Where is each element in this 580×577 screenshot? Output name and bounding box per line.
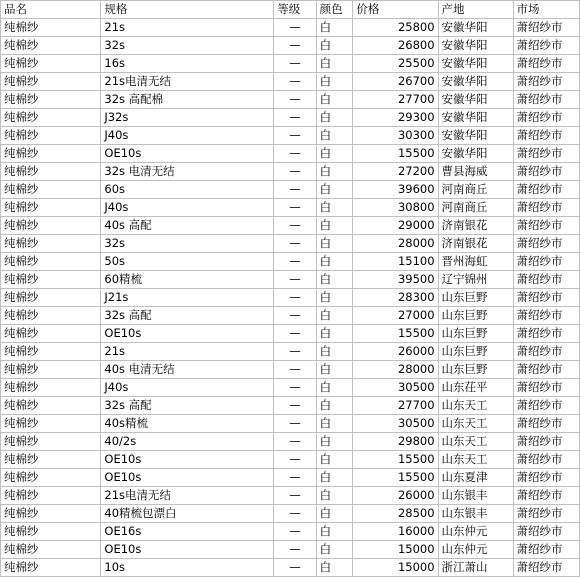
cell-grade: —	[274, 73, 316, 91]
cell-market: 萧绍纱市	[513, 307, 579, 325]
cell-market: 萧绍纱市	[513, 91, 579, 109]
cell-spec: OE10s	[101, 145, 274, 163]
cell-color: 白	[316, 523, 353, 541]
cell-price: 39500	[353, 271, 438, 289]
cell-grade: —	[274, 505, 316, 523]
cell-grade: —	[274, 271, 316, 289]
table-row	[1, 289, 580, 307]
table-row	[1, 523, 580, 541]
table-row	[1, 307, 580, 325]
cell-color: 白	[316, 55, 353, 73]
cell-price: 30500	[353, 379, 438, 397]
cell-spec: 32s 高配	[101, 307, 274, 325]
cell-market: 萧绍纱市	[513, 559, 579, 577]
cell-price: 39600	[353, 181, 438, 199]
cell-market: 萧绍纱市	[513, 145, 579, 163]
table-row	[1, 181, 580, 199]
cell-grade: —	[274, 433, 316, 451]
cell-name: 纯棉纱	[1, 253, 101, 271]
cell-grade: —	[274, 55, 316, 73]
cell-name: 纯棉纱	[1, 37, 101, 55]
cell-market: 萧绍纱市	[513, 19, 579, 37]
cell-spec: 10s	[101, 559, 274, 577]
cell-name: 纯棉纱	[1, 73, 101, 91]
cell-origin: 辽宁锦州	[438, 271, 513, 289]
cell-spec: OE10s	[101, 451, 274, 469]
cell-origin: 山东银丰	[438, 487, 513, 505]
cell-color: 白	[316, 235, 353, 253]
cell-grade: —	[274, 379, 316, 397]
cell-color: 白	[316, 307, 353, 325]
cell-market: 萧绍纱市	[513, 451, 579, 469]
cell-origin: 山东天工	[438, 415, 513, 433]
cell-spec: J21s	[101, 289, 274, 307]
cell-color: 白	[316, 397, 353, 415]
cell-origin: 安徽华阳	[438, 19, 513, 37]
cell-color: 白	[316, 487, 353, 505]
cell-price: 25500	[353, 55, 438, 73]
cell-spec: 32s	[101, 235, 274, 253]
cell-name: 纯棉纱	[1, 451, 101, 469]
cell-grade: —	[274, 487, 316, 505]
cell-name: 纯棉纱	[1, 559, 101, 577]
cell-origin: 山东巨野	[438, 361, 513, 379]
cell-spec: OE10s	[101, 541, 274, 559]
cell-grade: —	[274, 307, 316, 325]
cell-grade: —	[274, 523, 316, 541]
cell-grade: —	[274, 541, 316, 559]
cell-grade: —	[274, 451, 316, 469]
header-spec: 规格	[101, 1, 274, 19]
cell-price: 28300	[353, 289, 438, 307]
cell-grade: —	[274, 217, 316, 235]
cell-name: 纯棉纱	[1, 109, 101, 127]
cell-market: 萧绍纱市	[513, 163, 579, 181]
cell-grade: —	[274, 127, 316, 145]
cell-origin: 安徽华阳	[438, 37, 513, 55]
cell-grade: —	[274, 235, 316, 253]
cell-origin: 山东天工	[438, 451, 513, 469]
cell-color: 白	[316, 19, 353, 37]
cell-color: 白	[316, 379, 353, 397]
table-row	[1, 37, 580, 55]
cell-market: 萧绍纱市	[513, 415, 579, 433]
cell-price: 27700	[353, 397, 438, 415]
cell-color: 白	[316, 73, 353, 91]
cell-price: 16000	[353, 523, 438, 541]
cell-name: 纯棉纱	[1, 433, 101, 451]
cell-price: 30500	[353, 415, 438, 433]
cell-origin: 山东夏津	[438, 469, 513, 487]
cell-spec: 50s	[101, 253, 274, 271]
table-row	[1, 325, 580, 343]
cell-color: 白	[316, 253, 353, 271]
table-row	[1, 235, 580, 253]
cell-grade: —	[274, 199, 316, 217]
cell-market: 萧绍纱市	[513, 289, 579, 307]
cell-color: 白	[316, 559, 353, 577]
table-row	[1, 55, 580, 73]
cell-spec: 21s	[101, 343, 274, 361]
cell-market: 萧绍纱市	[513, 271, 579, 289]
cell-price: 15500	[353, 145, 438, 163]
cell-market: 萧绍纱市	[513, 253, 579, 271]
cell-name: 纯棉纱	[1, 55, 101, 73]
cell-name: 纯棉纱	[1, 523, 101, 541]
cell-origin: 曹县海威	[438, 163, 513, 181]
cell-origin: 浙江萧山	[438, 559, 513, 577]
cell-origin: 安徽华阳	[438, 109, 513, 127]
cell-color: 白	[316, 217, 353, 235]
cell-grade: —	[274, 289, 316, 307]
cell-spec: 40s 电清无结	[101, 361, 274, 379]
cell-spec: 21s电清无结	[101, 487, 274, 505]
cell-origin: 晋州海虹	[438, 253, 513, 271]
cell-market: 萧绍纱市	[513, 109, 579, 127]
table-row	[1, 253, 580, 271]
cell-grade: —	[274, 91, 316, 109]
cell-spec: 40s精梳	[101, 415, 274, 433]
cell-color: 白	[316, 37, 353, 55]
cell-origin: 济南银花	[438, 217, 513, 235]
cell-price: 26000	[353, 487, 438, 505]
cell-spec: OE10s	[101, 325, 274, 343]
cell-market: 萧绍纱市	[513, 73, 579, 91]
cell-market: 萧绍纱市	[513, 379, 579, 397]
table-row	[1, 379, 580, 397]
cell-grade: —	[274, 469, 316, 487]
cell-color: 白	[316, 361, 353, 379]
cell-color: 白	[316, 415, 353, 433]
cell-spec: J40s	[101, 127, 274, 145]
cell-origin: 河南商丘	[438, 181, 513, 199]
cell-name: 纯棉纱	[1, 91, 101, 109]
cell-grade: —	[274, 253, 316, 271]
cell-origin: 山东巨野	[438, 325, 513, 343]
cell-origin: 山东巨野	[438, 289, 513, 307]
cell-price: 26700	[353, 73, 438, 91]
cell-market: 萧绍纱市	[513, 505, 579, 523]
cell-market: 萧绍纱市	[513, 127, 579, 145]
cell-spec: 40s 高配	[101, 217, 274, 235]
cell-price: 15500	[353, 451, 438, 469]
cell-price: 15000	[353, 559, 438, 577]
cell-price: 27700	[353, 91, 438, 109]
cell-name: 纯棉纱	[1, 19, 101, 37]
table-row	[1, 415, 580, 433]
cell-name: 纯棉纱	[1, 397, 101, 415]
cell-spec: J40s	[101, 379, 274, 397]
cell-market: 萧绍纱市	[513, 343, 579, 361]
cell-color: 白	[316, 505, 353, 523]
cell-name: 纯棉纱	[1, 181, 101, 199]
cell-price: 30300	[353, 127, 438, 145]
cell-market: 萧绍纱市	[513, 325, 579, 343]
cell-spec: 32s 高配	[101, 397, 274, 415]
cell-color: 白	[316, 127, 353, 145]
cell-price: 28000	[353, 235, 438, 253]
header-price: 价格	[353, 1, 438, 19]
cell-spec: 21s	[101, 19, 274, 37]
table-row	[1, 163, 580, 181]
cell-market: 萧绍纱市	[513, 217, 579, 235]
cell-name: 纯棉纱	[1, 505, 101, 523]
table-row	[1, 487, 580, 505]
cell-origin: 安徽华阳	[438, 127, 513, 145]
cell-price: 15000	[353, 541, 438, 559]
cell-color: 白	[316, 289, 353, 307]
cell-color: 白	[316, 91, 353, 109]
cell-spec: OE10s	[101, 469, 274, 487]
table-row	[1, 361, 580, 379]
cell-name: 纯棉纱	[1, 361, 101, 379]
cell-grade: —	[274, 163, 316, 181]
cell-origin: 山东巨野	[438, 343, 513, 361]
table-row	[1, 91, 580, 109]
table-row	[1, 433, 580, 451]
cell-grade: —	[274, 37, 316, 55]
cell-market: 萧绍纱市	[513, 469, 579, 487]
cell-price: 29000	[353, 217, 438, 235]
cell-name: 纯棉纱	[1, 379, 101, 397]
cell-name: 纯棉纱	[1, 163, 101, 181]
cell-price: 15500	[353, 325, 438, 343]
cell-origin: 安徽华阳	[438, 73, 513, 91]
table-row	[1, 559, 580, 577]
cell-spec: 32s	[101, 37, 274, 55]
table-row	[1, 271, 580, 289]
cell-color: 白	[316, 325, 353, 343]
table-row	[1, 343, 580, 361]
table-row	[1, 199, 580, 217]
cell-origin: 山东天工	[438, 397, 513, 415]
cell-spec: 40/2s	[101, 433, 274, 451]
cell-market: 萧绍纱市	[513, 235, 579, 253]
cell-name: 纯棉纱	[1, 325, 101, 343]
table-row	[1, 541, 580, 559]
cell-market: 萧绍纱市	[513, 37, 579, 55]
table-row	[1, 469, 580, 487]
cell-grade: —	[274, 559, 316, 577]
cell-spec: 21s电清无结	[101, 73, 274, 91]
cell-spec: 32s 电清无结	[101, 163, 274, 181]
cell-spec: 60s	[101, 181, 274, 199]
cell-grade: —	[274, 109, 316, 127]
cell-name: 纯棉纱	[1, 289, 101, 307]
header-row	[1, 1, 580, 19]
cell-price: 30800	[353, 199, 438, 217]
cell-color: 白	[316, 163, 353, 181]
table-row	[1, 217, 580, 235]
cell-color: 白	[316, 451, 353, 469]
cell-market: 萧绍纱市	[513, 541, 579, 559]
cell-spec: 60精梳	[101, 271, 274, 289]
cell-color: 白	[316, 145, 353, 163]
header-color: 颜色	[316, 1, 353, 19]
cell-name: 纯棉纱	[1, 415, 101, 433]
table-row	[1, 19, 580, 37]
cell-market: 萧绍纱市	[513, 361, 579, 379]
cell-name: 纯棉纱	[1, 469, 101, 487]
cell-spec: 32s 高配棉	[101, 91, 274, 109]
cell-market: 萧绍纱市	[513, 523, 579, 541]
cell-name: 纯棉纱	[1, 343, 101, 361]
cell-color: 白	[316, 343, 353, 361]
cell-spec: 16s	[101, 55, 274, 73]
cell-color: 白	[316, 199, 353, 217]
cell-grade: —	[274, 325, 316, 343]
cell-color: 白	[316, 469, 353, 487]
cell-price: 27200	[353, 163, 438, 181]
cell-origin: 山东银丰	[438, 505, 513, 523]
cell-origin: 山东天工	[438, 433, 513, 451]
cell-spec: J40s	[101, 199, 274, 217]
cell-price: 15500	[353, 469, 438, 487]
cell-market: 萧绍纱市	[513, 397, 579, 415]
cell-grade: —	[274, 397, 316, 415]
cell-spec: J32s	[101, 109, 274, 127]
cell-grade: —	[274, 145, 316, 163]
cell-price: 28000	[353, 361, 438, 379]
table-row	[1, 145, 580, 163]
cell-price: 25800	[353, 19, 438, 37]
cell-origin: 安徽华阳	[438, 55, 513, 73]
table-row	[1, 505, 580, 523]
cell-name: 纯棉纱	[1, 145, 101, 163]
cell-price: 27000	[353, 307, 438, 325]
cell-origin: 河南商丘	[438, 199, 513, 217]
cell-origin: 济南银花	[438, 235, 513, 253]
cell-color: 白	[316, 541, 353, 559]
cell-color: 白	[316, 433, 353, 451]
cell-color: 白	[316, 181, 353, 199]
cell-grade: —	[274, 181, 316, 199]
cell-grade: —	[274, 19, 316, 37]
cell-name: 纯棉纱	[1, 307, 101, 325]
cell-market: 萧绍纱市	[513, 181, 579, 199]
cell-name: 纯棉纱	[1, 199, 101, 217]
cell-price: 29800	[353, 433, 438, 451]
cell-origin: 安徽华阳	[438, 91, 513, 109]
header-origin: 产地	[438, 1, 513, 19]
cell-grade: —	[274, 343, 316, 361]
cell-color: 白	[316, 109, 353, 127]
cell-spec: OE16s	[101, 523, 274, 541]
cell-price: 26000	[353, 343, 438, 361]
table-row	[1, 73, 580, 91]
table-row	[1, 451, 580, 469]
cell-market: 萧绍纱市	[513, 433, 579, 451]
cell-origin: 安徽华阳	[438, 145, 513, 163]
table-row	[1, 109, 580, 127]
cell-name: 纯棉纱	[1, 127, 101, 145]
cell-market: 萧绍纱市	[513, 55, 579, 73]
cell-name: 纯棉纱	[1, 235, 101, 253]
table-row	[1, 397, 580, 415]
table-row	[1, 127, 580, 145]
cell-origin: 山东仲元	[438, 541, 513, 559]
cell-name: 纯棉纱	[1, 217, 101, 235]
cell-price: 26800	[353, 37, 438, 55]
cell-price: 15100	[353, 253, 438, 271]
cell-grade: —	[274, 415, 316, 433]
cell-origin: 山东巨野	[438, 307, 513, 325]
cell-spec: 40精梳包漂白	[101, 505, 274, 523]
cell-name: 纯棉纱	[1, 541, 101, 559]
cell-price: 28500	[353, 505, 438, 523]
cell-market: 萧绍纱市	[513, 199, 579, 217]
cell-color: 白	[316, 271, 353, 289]
cell-market: 萧绍纱市	[513, 487, 579, 505]
cell-origin: 山东茌平	[438, 379, 513, 397]
cell-origin: 山东仲元	[438, 523, 513, 541]
cell-grade: —	[274, 361, 316, 379]
cell-price: 29300	[353, 109, 438, 127]
cell-name: 纯棉纱	[1, 487, 101, 505]
header-market: 市场	[513, 1, 579, 19]
header-name: 品名	[1, 1, 101, 19]
header-grade: 等级	[274, 1, 316, 19]
cell-name: 纯棉纱	[1, 271, 101, 289]
